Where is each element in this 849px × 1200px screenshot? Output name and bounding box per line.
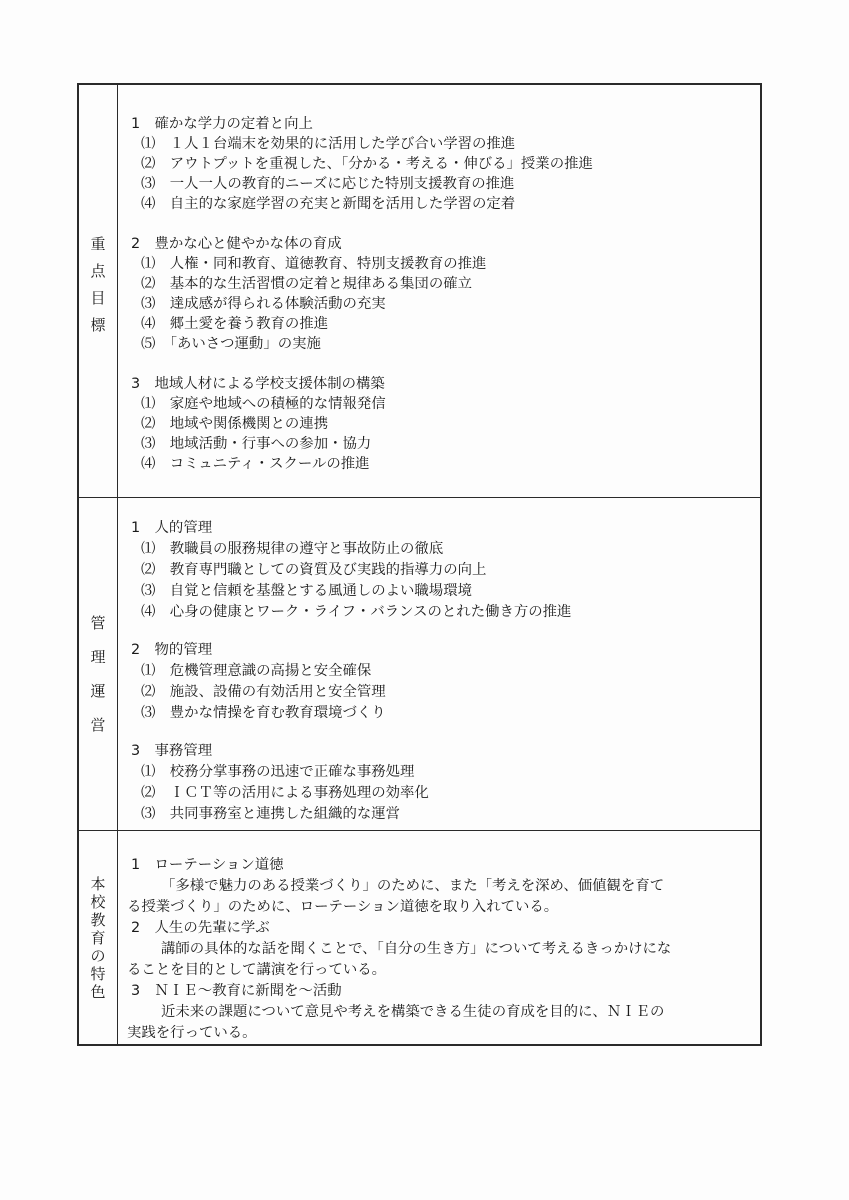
goal-item: ⑶ 地域活動・行事への参加・協力 bbox=[141, 436, 372, 452]
management-item: ⑴ 教職員の服務規律の遵守と事故防止の徹底 bbox=[141, 541, 444, 557]
management-heading: 3 事務管理 bbox=[131, 743, 213, 759]
feature-text: 「多様で魅力のある授業づくり」のために、また「考えを深め、価値観を育て bbox=[161, 878, 665, 894]
goal-item: ⑶ 一人一人の教育的ニーズに応じた特別支援教育の推進 bbox=[141, 176, 515, 192]
feature-text: る授業づくり」のために、ローテーション道徳を取り入れている。 bbox=[127, 899, 559, 915]
management-item: ⑴ 校務分掌事務の迅速で正確な事務処理 bbox=[141, 764, 415, 780]
label-management: 管 理 運 営 bbox=[90, 614, 106, 734]
management-item: ⑶ 自覚と信頼を基盤とする風通しのよい職場環境 bbox=[141, 583, 472, 599]
goal-item: ⑷ 郷土愛を養う教育の推進 bbox=[141, 316, 329, 332]
feature-heading: 3 ＮＩＥ～教育に新聞を～活動 bbox=[131, 983, 342, 999]
management-item: ⑶ 豊かな情操を育む教育環境づくり bbox=[141, 705, 386, 721]
row-divider-2 bbox=[79, 830, 760, 831]
feature-text: 実践を行っている。 bbox=[127, 1025, 257, 1041]
school-plan-table bbox=[77, 83, 762, 1046]
row-divider-1 bbox=[79, 497, 760, 498]
goal-item: ⑵ 基本的な生活習慣の定着と規律ある集団の確立 bbox=[141, 276, 472, 292]
management-item: ⑴ 危機管理意識の高揚と安全確保 bbox=[141, 663, 372, 679]
goal-item: ⑷ コミュニティ・スクールの推進 bbox=[141, 456, 370, 472]
management-heading: 2 物的管理 bbox=[131, 642, 213, 658]
goal-heading: 1 確かな学力の定着と向上 bbox=[131, 116, 313, 132]
management-item: ⑶ 共同事務室と連携した組織的な運営 bbox=[141, 806, 401, 822]
goal-item: ⑸ 「あいさつ運動」の実施 bbox=[141, 336, 321, 352]
goal-heading: 2 豊かな心と健やかな体の育成 bbox=[131, 236, 342, 252]
goal-heading: 3 地域人材による学校支援体制の構築 bbox=[131, 376, 385, 392]
label-priority-goals: 重 点 目 標 bbox=[90, 235, 106, 334]
feature-heading: 1 ローテーション道徳 bbox=[131, 857, 284, 873]
feature-text: 近未来の課題について意見や考えを構築できる生徒の育成を目的に、ＮＩＥの bbox=[161, 1004, 665, 1020]
management-item: ⑵ ＩＣＴ等の活用による事務処理の効率化 bbox=[141, 785, 429, 801]
goal-item: ⑴ １人１台端末を効果的に活用した学び合い学習の推進 bbox=[141, 136, 516, 152]
management-item: ⑵ 施設、設備の有効活用と安全管理 bbox=[141, 684, 386, 700]
goal-item: ⑷ 自主的な家庭学習の充実と新聞を活用した学習の定着 bbox=[141, 196, 516, 212]
column-divider bbox=[117, 85, 118, 1044]
management-item: ⑵ 教育専門職としての資質及び実践的指導力の向上 bbox=[141, 562, 487, 578]
feature-heading: 2 人生の先輩に学ぶ bbox=[131, 920, 270, 936]
management-heading: 1 人的管理 bbox=[131, 520, 213, 536]
goal-item: ⑴ 人権・同和教育、道徳教育、特別支援教育の推進 bbox=[141, 256, 487, 272]
goal-item: ⑵ 地域や関係機関との連携 bbox=[141, 416, 329, 432]
goal-item: ⑵ アウトプットを重視した、「分かる・考える・伸びる」授業の推進 bbox=[141, 156, 593, 172]
feature-text: 講師の具体的な話を聞くことで、「自分の生き方」について考えるきっかけにな bbox=[161, 941, 672, 957]
management-item: ⑷ 心身の健康とワーク・ライフ・バランスのとれた働き方の推進 bbox=[141, 604, 572, 620]
label-school-features: 本 校 教 育 の 特 色 bbox=[90, 875, 106, 1001]
feature-text: ることを目的として講演を行っている。 bbox=[127, 962, 387, 978]
goal-item: ⑶ 達成感が得られる体験活動の充実 bbox=[141, 296, 386, 312]
goal-item: ⑴ 家庭や地域への積極的な情報発信 bbox=[141, 396, 386, 412]
